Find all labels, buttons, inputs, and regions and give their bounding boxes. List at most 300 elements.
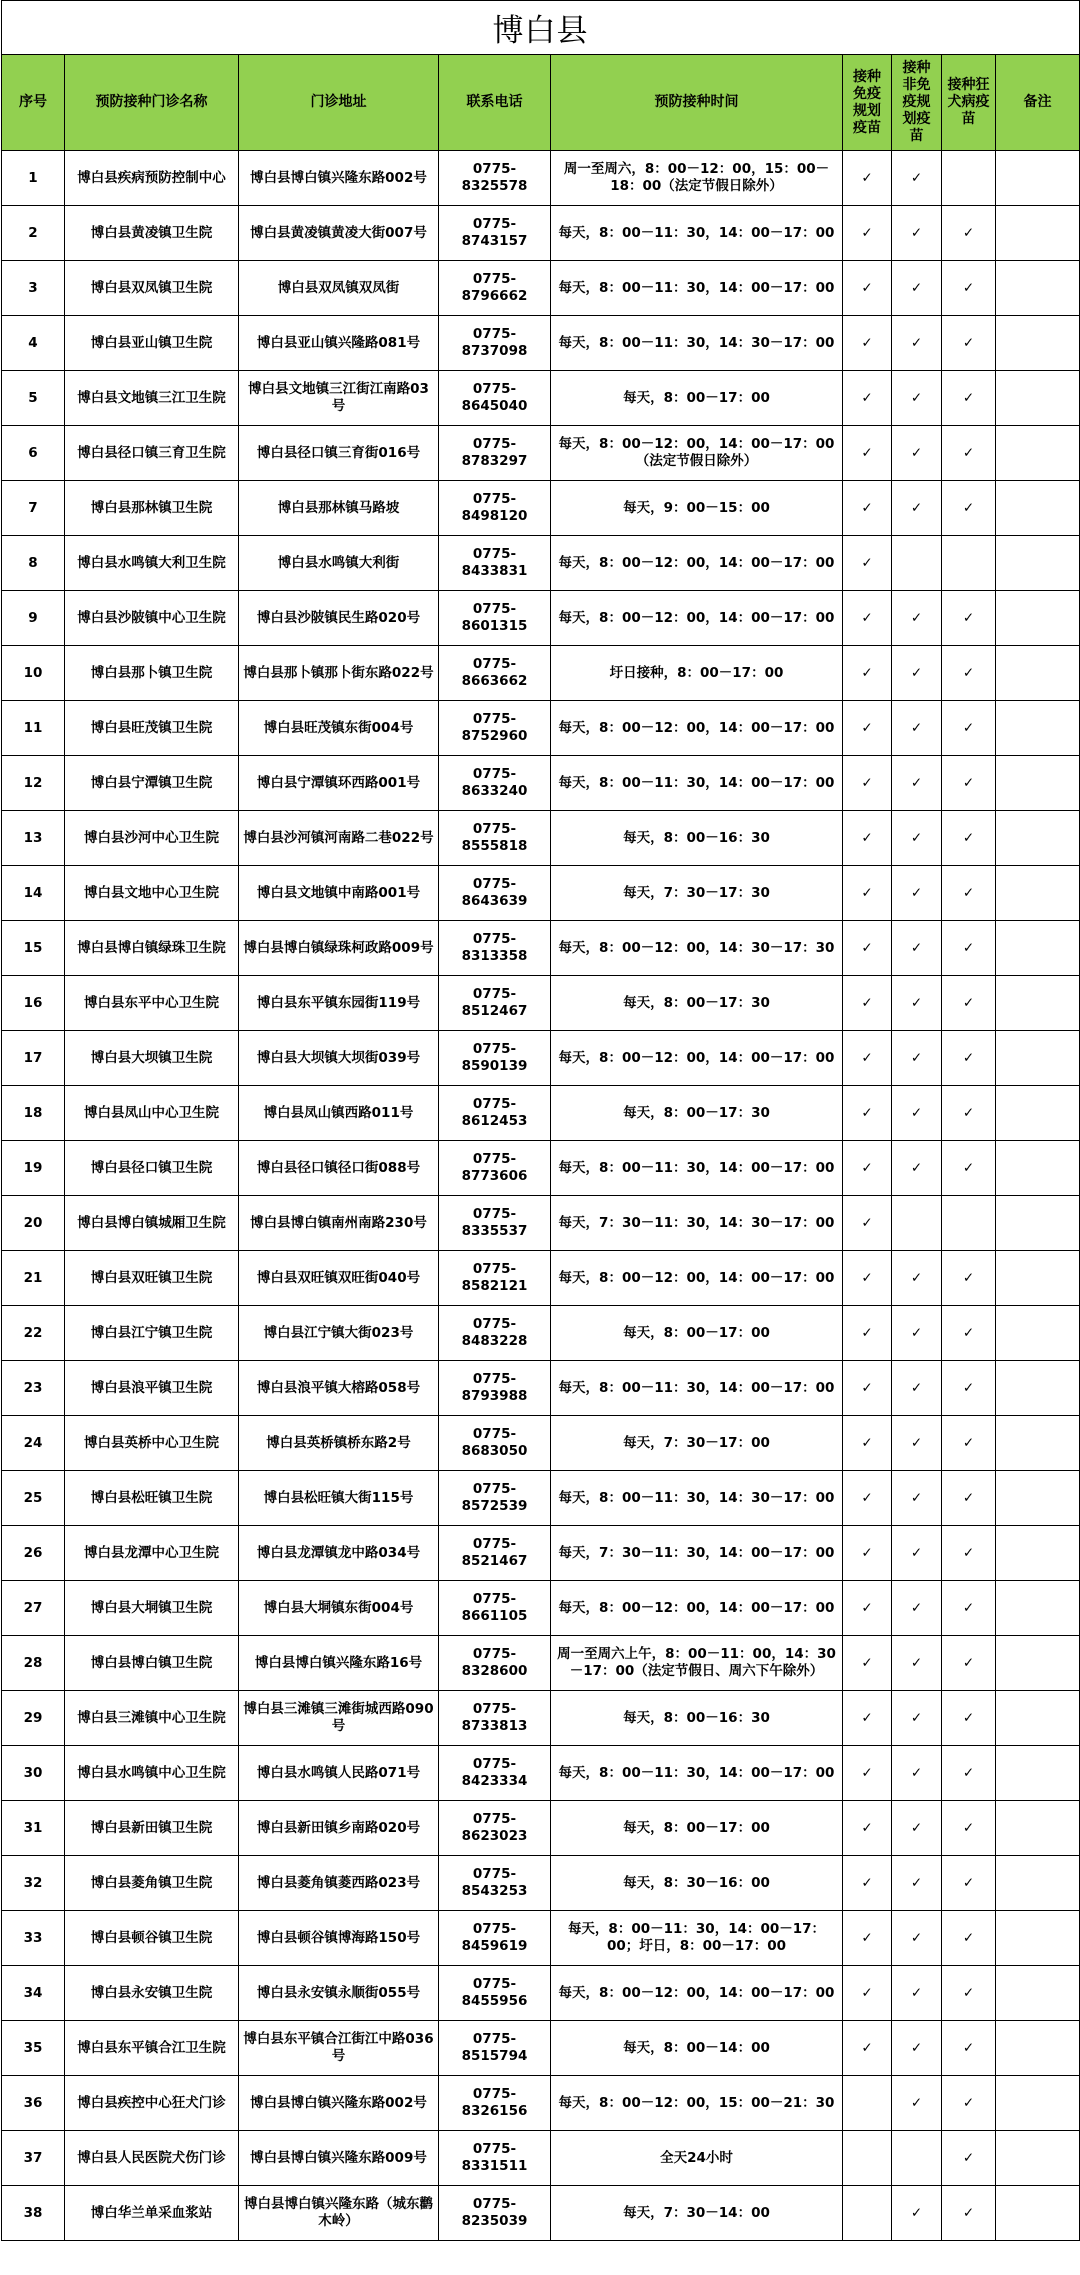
cell-clinic-name: 博白县黄凌镇卫生院 [65,206,239,261]
cell-phone: 0775-8643639 [439,866,551,921]
cell-non-nip-check: ✓ [892,646,942,701]
cell-clinic-name: 博白县大坝镇卫生院 [65,1031,239,1086]
cell-hours: 每天，8：00－11：30，14：00－17：00 [551,1746,843,1801]
cell-non-nip-check: ✓ [892,1691,942,1746]
cell-rabies-check [942,151,996,206]
cell-nip-check: ✓ [843,1526,892,1581]
cell-hours: 每天，8：00－12：00，15：00－21：30 [551,2076,843,2131]
cell-non-nip-check: ✓ [892,921,942,976]
cell-address: 博白县沙河镇河南路二巷022号 [239,811,439,866]
cell-hours: 周一至周六上午，8：00－11：00，14：30－17：00（法定节假日、周六下午除外） [551,1636,843,1691]
cell-rabies-check: ✓ [942,1031,996,1086]
cell-nip-check: ✓ [843,1746,892,1801]
cell-no: 15 [2,921,65,976]
cell-note [996,481,1080,536]
cell-clinic-name: 博白县沙陂镇中心卫生院 [65,591,239,646]
cell-non-nip-check: ✓ [892,1086,942,1141]
cell-rabies-check: ✓ [942,646,996,701]
cell-non-nip-check [892,2131,942,2186]
table-row [2,1856,1080,1911]
cell-non-nip-check: ✓ [892,371,942,426]
cell-hours: 每天，8：00－11：30，14：00－17：00；圩日，8：00－17：00 [551,1911,843,1966]
cell-phone: 0775-8743157 [439,206,551,261]
cell-phone: 0775-8455956 [439,1966,551,2021]
cell-address: 博白县径口镇径口街088号 [239,1141,439,1196]
cell-address: 博白县大坝镇大坝街039号 [239,1031,439,1086]
cell-no: 38 [2,2186,65,2241]
cell-no: 2 [2,206,65,261]
cell-nip-check: ✓ [843,646,892,701]
cell-rabies-check: ✓ [942,1856,996,1911]
cell-hours: 每天，8：00－11：30，14：00－17：00 [551,1141,843,1196]
cell-rabies-check: ✓ [942,701,996,756]
cell-rabies-check: ✓ [942,2131,996,2186]
cell-phone: 0775-8623023 [439,1801,551,1856]
cell-clinic-name: 博白县龙潭中心卫生院 [65,1526,239,1581]
cell-hours: 每天，7：30－11：30，14：30－17：00 [551,1196,843,1251]
cell-no: 14 [2,866,65,921]
cell-hours: 每天，7：30－17：00 [551,1416,843,1471]
cell-hours: 每天，8：00－12：00，14：00－17：00 [551,591,843,646]
cell-phone: 0775-8663662 [439,646,551,701]
cell-address: 博白县浪平镇大榕路058号 [239,1361,439,1416]
cell-note [996,976,1080,1031]
cell-address: 博白县博白镇绿珠柯政路009号 [239,921,439,976]
cell-clinic-name: 博白县亚山镇卫生院 [65,316,239,371]
cell-clinic-name: 博白县博白镇卫生院 [65,1636,239,1691]
cell-no: 1 [2,151,65,206]
cell-phone: 0775-8661105 [439,1581,551,1636]
cell-rabies-check: ✓ [942,1086,996,1141]
cell-hours: 每天，8：00－11：30，14：00－17：00 [551,1361,843,1416]
cell-nip-check [843,2076,892,2131]
table-row [2,1251,1080,1306]
cell-note [996,1581,1080,1636]
cell-note [996,1746,1080,1801]
cell-rabies-check: ✓ [942,206,996,261]
cell-non-nip-check: ✓ [892,591,942,646]
cell-no: 36 [2,2076,65,2131]
cell-nip-check: ✓ [843,261,892,316]
table-row [2,1526,1080,1581]
cell-non-nip-check: ✓ [892,1801,942,1856]
cell-hours: 每天，8：00－12：00，14：00－17：00 [551,1581,843,1636]
cell-rabies-check: ✓ [942,371,996,426]
cell-note [996,1526,1080,1581]
cell-clinic-name: 博白县博白镇绿珠卫生院 [65,921,239,976]
table-row [2,481,1080,536]
cell-rabies-check: ✓ [942,1416,996,1471]
cell-non-nip-check: ✓ [892,1031,942,1086]
cell-no: 23 [2,1361,65,1416]
header-clinic-name: 预防接种门诊名称 [65,55,239,151]
cell-phone: 0775-8313358 [439,921,551,976]
cell-non-nip-check: ✓ [892,1251,942,1306]
cell-nip-check: ✓ [843,1801,892,1856]
cell-non-nip-check: ✓ [892,2186,942,2241]
cell-rabies-check: ✓ [942,1691,996,1746]
cell-hours: 每天，8：00－14：00 [551,2021,843,2076]
cell-hours: 每天，8：00－11：30，14：00－17：00 [551,261,843,316]
cell-non-nip-check: ✓ [892,1966,942,2021]
cell-nip-check: ✓ [843,1306,892,1361]
table-row [2,921,1080,976]
table-row [2,371,1080,426]
cell-phone: 0775-8459619 [439,1911,551,1966]
cell-note [996,2076,1080,2131]
cell-address: 博白县大垌镇东街004号 [239,1581,439,1636]
cell-non-nip-check: ✓ [892,426,942,481]
cell-rabies-check [942,1196,996,1251]
cell-hours: 每天，8：00－17：00 [551,371,843,426]
cell-address: 博白县博白镇兴隆东路16号 [239,1636,439,1691]
cell-no: 17 [2,1031,65,1086]
table-row [2,811,1080,866]
cell-rabies-check: ✓ [942,866,996,921]
cell-phone: 0775-8796662 [439,261,551,316]
cell-hours: 每天，8：00－11：30，14：30－17：00 [551,1471,843,1526]
cell-hours: 周一至周六，8：00－12：00，15：00－18：00（法定节假日除外） [551,151,843,206]
cell-no: 8 [2,536,65,591]
header-note: 备注 [996,55,1080,151]
cell-phone: 0775-8498120 [439,481,551,536]
cell-clinic-name: 博白县松旺镇卫生院 [65,1471,239,1526]
cell-rabies-check: ✓ [942,1526,996,1581]
cell-address: 博白县双凤镇双凤街 [239,261,439,316]
cell-nip-check: ✓ [843,1196,892,1251]
cell-rabies-check: ✓ [942,1636,996,1691]
cell-address: 博白县径口镇三育街016号 [239,426,439,481]
cell-nip-check: ✓ [843,1966,892,2021]
cell-address: 博白县文地镇中南路001号 [239,866,439,921]
table-row [2,1581,1080,1636]
cell-address: 博白县亚山镇兴隆路081号 [239,316,439,371]
cell-nip-check: ✓ [843,701,892,756]
cell-hours: 全天24小时 [551,2131,843,2186]
cell-nip-check: ✓ [843,1141,892,1196]
cell-phone: 0775-8515794 [439,2021,551,2076]
cell-rabies-check: ✓ [942,316,996,371]
cell-address: 博白县博白镇南州南路230号 [239,1196,439,1251]
cell-non-nip-check: ✓ [892,1746,942,1801]
cell-address: 博白县旺茂镇东街004号 [239,701,439,756]
cell-note [996,1306,1080,1361]
table-row [2,2131,1080,2186]
cell-no: 27 [2,1581,65,1636]
cell-clinic-name: 博白县英桥中心卫生院 [65,1416,239,1471]
cell-rabies-check: ✓ [942,756,996,811]
cell-non-nip-check: ✓ [892,2021,942,2076]
cell-address: 博白县文地镇三江街江南路03号 [239,371,439,426]
cell-hours: 每天，8：00－12：00，14：00－17：00 [551,701,843,756]
cell-clinic-name: 博白县水鸣镇大利卫生院 [65,536,239,591]
cell-address: 博白县三滩镇三滩街城西路090号 [239,1691,439,1746]
table-row [2,756,1080,811]
header-row [2,55,1080,151]
table-row [2,1636,1080,1691]
cell-note [996,591,1080,646]
cell-note [996,2021,1080,2076]
cell-rabies-check: ✓ [942,1361,996,1416]
table-row [2,1361,1080,1416]
cell-address: 博白县水鸣镇人民路071号 [239,1746,439,1801]
cell-non-nip-check: ✓ [892,1856,942,1911]
header-phone: 联系电话 [439,55,551,151]
cell-no: 33 [2,1911,65,1966]
cell-nip-check [843,2131,892,2186]
cell-phone: 0775-8433831 [439,536,551,591]
cell-address: 博白县英桥镇桥东路2号 [239,1416,439,1471]
cell-rabies-check: ✓ [942,2076,996,2131]
cell-no: 28 [2,1636,65,1691]
cell-non-nip-check: ✓ [892,976,942,1031]
table-row [2,2186,1080,2241]
cell-phone: 0775-8752960 [439,701,551,756]
cell-clinic-name: 博白县径口镇卫生院 [65,1141,239,1196]
cell-phone: 0775-8683050 [439,1416,551,1471]
cell-clinic-name: 博白县人民医院犬伤门诊 [65,2131,239,2186]
cell-phone: 0775-8235039 [439,2186,551,2241]
cell-no: 21 [2,1251,65,1306]
cell-no: 18 [2,1086,65,1141]
cell-non-nip-check: ✓ [892,1416,942,1471]
cell-clinic-name: 博白县文地中心卫生院 [65,866,239,921]
cell-note [996,261,1080,316]
cell-nip-check: ✓ [843,316,892,371]
cell-note [996,811,1080,866]
cell-nip-check: ✓ [843,206,892,261]
cell-hours: 圩日接种，8：00－17：00 [551,646,843,701]
cell-no: 4 [2,316,65,371]
cell-hours: 每天，8：00－12：00，14：00－17：00 [551,536,843,591]
cell-nip-check: ✓ [843,151,892,206]
cell-nip-check [843,2186,892,2241]
header-nip-vaccine: 接种免疫规划疫苗 [843,55,892,151]
cell-clinic-name: 博白县东平镇合江卫生院 [65,2021,239,2076]
cell-non-nip-check: ✓ [892,811,942,866]
cell-clinic-name: 博白县博白镇城厢卫生院 [65,1196,239,1251]
cell-nip-check: ✓ [843,1251,892,1306]
cell-note [996,866,1080,921]
header-hours: 预防接种时间 [551,55,843,151]
cell-hours: 每天，7：30－11：30，14：00－17：00 [551,1526,843,1581]
cell-non-nip-check: ✓ [892,1581,942,1636]
cell-address: 博白县松旺镇大街115号 [239,1471,439,1526]
cell-clinic-name: 博白县水鸣镇中心卫生院 [65,1746,239,1801]
cell-clinic-name: 博白县永安镇卫生院 [65,1966,239,2021]
cell-note [996,1636,1080,1691]
cell-rabies-check: ✓ [942,261,996,316]
cell-no: 37 [2,2131,65,2186]
cell-note [996,316,1080,371]
header-non-nip-vaccine: 接种非免疫规划疫苗 [892,55,942,151]
cell-hours: 每天，8：00－11：30，14：00－17：00 [551,206,843,261]
cell-hours: 每天，8：00－17：00 [551,1801,843,1856]
cell-note [996,921,1080,976]
cell-note [996,2131,1080,2186]
cell-address: 博白县双旺镇双旺街040号 [239,1251,439,1306]
cell-note [996,1911,1080,1966]
cell-non-nip-check: ✓ [892,1361,942,1416]
cell-rabies-check: ✓ [942,481,996,536]
cell-rabies-check: ✓ [942,1911,996,1966]
cell-clinic-name: 博白县大垌镇卫生院 [65,1581,239,1636]
cell-phone: 0775-8335537 [439,1196,551,1251]
cell-phone: 0775-8331511 [439,2131,551,2186]
cell-clinic-name: 博白县双旺镇卫生院 [65,1251,239,1306]
cell-hours: 每天，8：00－11：30，14：00－17：00 [551,756,843,811]
table-row [2,866,1080,921]
table-row [2,646,1080,701]
cell-address: 博白县新田镇乡南路020号 [239,1801,439,1856]
cell-nip-check: ✓ [843,1086,892,1141]
cell-hours: 每天，8：00－16：30 [551,1691,843,1746]
cell-address: 博白县那卜镇那卜街东路022号 [239,646,439,701]
cell-rabies-check: ✓ [942,1966,996,2021]
cell-phone: 0775-8773606 [439,1141,551,1196]
cell-address: 博白县宁潭镇环西路001号 [239,756,439,811]
cell-nip-check: ✓ [843,2021,892,2076]
cell-hours: 每天，8：00－17：30 [551,976,843,1031]
page-title: 博白县 [2,1,1080,55]
cell-non-nip-check: ✓ [892,2076,942,2131]
cell-address: 博白县沙陂镇民生路020号 [239,591,439,646]
cell-hours: 每天，7：30－14：00 [551,2186,843,2241]
cell-no: 19 [2,1141,65,1196]
cell-phone: 0775-8793988 [439,1361,551,1416]
cell-non-nip-check: ✓ [892,261,942,316]
cell-no: 32 [2,1856,65,1911]
cell-no: 9 [2,591,65,646]
cell-nip-check: ✓ [843,866,892,921]
cell-no: 31 [2,1801,65,1856]
cell-hours: 每天，8：00－16：30 [551,811,843,866]
table-row [2,536,1080,591]
table-row [2,1031,1080,1086]
cell-address: 博白县顿谷镇博海路150号 [239,1911,439,1966]
cell-non-nip-check: ✓ [892,866,942,921]
cell-address: 博白县江宁镇大街023号 [239,1306,439,1361]
cell-clinic-name: 博白县顿谷镇卫生院 [65,1911,239,1966]
cell-note [996,151,1080,206]
table-row [2,2076,1080,2131]
cell-no: 5 [2,371,65,426]
cell-hours: 每天，8：00－12：00，14：00－17：00 [551,1966,843,2021]
cell-clinic-name: 博白县旺茂镇卫生院 [65,701,239,756]
cell-hours: 每天，8：00－17：00 [551,1306,843,1361]
cell-address: 博白县博白镇兴隆东路002号 [239,2076,439,2131]
cell-clinic-name: 博白县那林镇卫生院 [65,481,239,536]
cell-note [996,206,1080,261]
cell-clinic-name: 博白县东平中心卫生院 [65,976,239,1031]
header-rabies-vaccine: 接种狂犬病疫苗 [942,55,996,151]
cell-note [996,1691,1080,1746]
table-row [2,1416,1080,1471]
cell-non-nip-check: ✓ [892,756,942,811]
cell-no: 16 [2,976,65,1031]
cell-no: 13 [2,811,65,866]
cell-nip-check: ✓ [843,756,892,811]
cell-rabies-check: ✓ [942,2021,996,2076]
cell-non-nip-check: ✓ [892,1471,942,1526]
header-no: 序号 [2,55,65,151]
cell-hours: 每天，8：00－12：00，14：00－17：00 [551,1251,843,1306]
header-address: 门诊地址 [239,55,439,151]
cell-hours: 每天，8：00－12：00，14：30－17：30 [551,921,843,976]
cell-phone: 0775-8733813 [439,1691,551,1746]
cell-hours: 每天，8：00－12：00，14：00－17：00（法定节假日除外） [551,426,843,481]
table-row [2,1801,1080,1856]
cell-address: 博白县菱角镇菱西路023号 [239,1856,439,1911]
cell-phone: 0775-8590139 [439,1031,551,1086]
cell-note [996,1031,1080,1086]
cell-address: 博白县黄凌镇黄凌大街007号 [239,206,439,261]
cell-nip-check: ✓ [843,1416,892,1471]
cell-note [996,1966,1080,2021]
cell-clinic-name: 博白县那卜镇卫生院 [65,646,239,701]
cell-non-nip-check [892,1196,942,1251]
cell-no: 7 [2,481,65,536]
cell-address: 博白县永安镇永顺街055号 [239,1966,439,2021]
cell-hours: 每天，9：00－15：00 [551,481,843,536]
table-row [2,426,1080,481]
cell-address: 博白县博白镇兴隆东路009号 [239,2131,439,2186]
cell-rabies-check: ✓ [942,1471,996,1526]
cell-address: 博白县凤山镇西路011号 [239,1086,439,1141]
cell-hours: 每天，8：00－12：00，14：00－17：00 [551,1031,843,1086]
cell-rabies-check: ✓ [942,1801,996,1856]
cell-note [996,1856,1080,1911]
cell-clinic-name: 博白华兰单采血浆站 [65,2186,239,2241]
cell-no: 3 [2,261,65,316]
cell-no: 34 [2,1966,65,2021]
cell-nip-check: ✓ [843,1361,892,1416]
table-row [2,976,1080,1031]
table-row [2,1746,1080,1801]
cell-no: 35 [2,2021,65,2076]
table-row [2,2021,1080,2076]
cell-nip-check: ✓ [843,1911,892,1966]
cell-no: 11 [2,701,65,756]
cell-phone: 0775-8325578 [439,151,551,206]
table-row [2,151,1080,206]
cell-clinic-name: 博白县新田镇卫生院 [65,1801,239,1856]
cell-clinic-name: 博白县宁潭镇卫生院 [65,756,239,811]
cell-phone: 0775-8582121 [439,1251,551,1306]
table-row [2,701,1080,756]
cell-phone: 0775-8572539 [439,1471,551,1526]
cell-phone: 0775-8326156 [439,2076,551,2131]
cell-clinic-name: 博白县疾病预防控制中心 [65,151,239,206]
cell-rabies-check: ✓ [942,1306,996,1361]
table-row [2,261,1080,316]
cell-address: 博白县那林镇马路坡 [239,481,439,536]
cell-phone: 0775-8633240 [439,756,551,811]
cell-note [996,2186,1080,2241]
cell-hours: 每天，8：30－16：00 [551,1856,843,1911]
cell-nip-check: ✓ [843,1581,892,1636]
table-row [2,206,1080,261]
cell-no: 24 [2,1416,65,1471]
table-row [2,1691,1080,1746]
cell-non-nip-check: ✓ [892,701,942,756]
cell-non-nip-check: ✓ [892,481,942,536]
cell-no: 10 [2,646,65,701]
cell-note [996,1196,1080,1251]
table-row [2,591,1080,646]
cell-address: 博白县博白镇兴隆东路（城东鹳木岭） [239,2186,439,2241]
table-row [2,1141,1080,1196]
